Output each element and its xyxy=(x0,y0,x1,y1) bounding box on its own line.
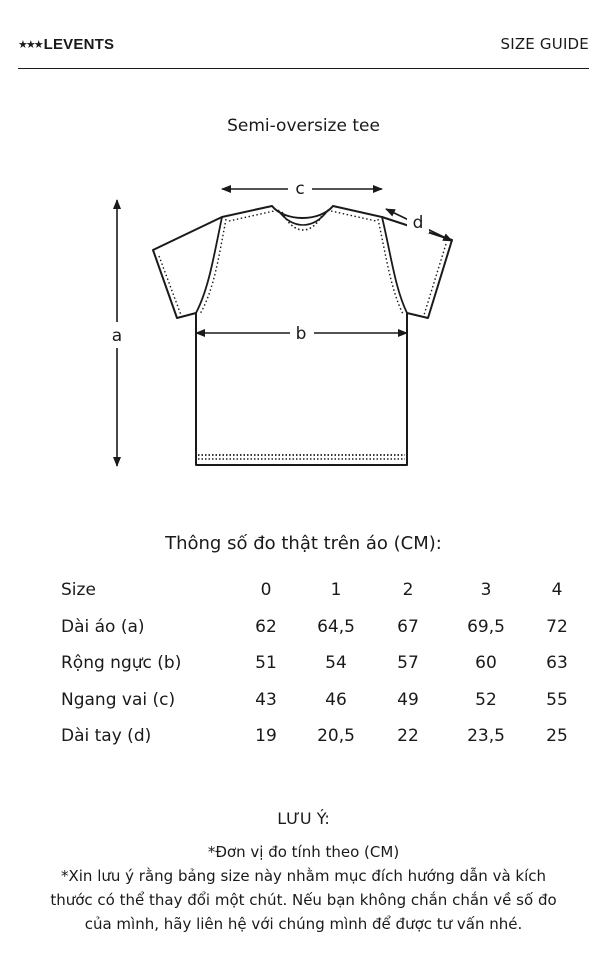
table-cell: 51 xyxy=(255,653,277,674)
note-text xyxy=(40,840,567,936)
table-cell: 67 xyxy=(397,616,419,637)
size-header: 3 xyxy=(480,580,492,601)
size-header: 1 xyxy=(330,580,342,601)
size-table xyxy=(52,572,579,755)
row-label: Dài tay (d) xyxy=(61,726,152,747)
page-title: SIZE GUIDE xyxy=(500,35,589,53)
size-header: 4 xyxy=(551,580,563,601)
dimension-d-label: d xyxy=(412,213,424,233)
note-line: của mình, hãy liên hệ với chúng mình để được tư vấn nhé. xyxy=(84,915,523,933)
row-label: Ngang vai (c) xyxy=(61,689,176,710)
table-cell: 54 xyxy=(325,653,347,674)
table-cell: 64,5 xyxy=(317,616,355,637)
left-armhole-seam xyxy=(196,217,222,313)
table-row xyxy=(52,609,579,646)
dimension-a-label: a xyxy=(111,326,123,346)
table-cell: 69,5 xyxy=(467,616,505,637)
row-label: Dài áo (a) xyxy=(61,616,145,637)
size-header: 0 xyxy=(260,580,272,601)
table-cell: 25 xyxy=(546,726,568,747)
logo-stars-icon: ★★★ xyxy=(18,38,42,51)
table-cell: 62 xyxy=(255,616,277,637)
table-cell: 52 xyxy=(475,689,497,710)
table-cell: 63 xyxy=(546,653,568,674)
table-header-row xyxy=(52,572,579,609)
logo-text: LEVENTS xyxy=(43,36,115,53)
product-name: Semi-oversize tee xyxy=(227,116,380,136)
header-size-label: Size xyxy=(61,580,96,601)
table-cell: 49 xyxy=(397,689,419,710)
table-cell: 22 xyxy=(397,726,419,747)
table-row xyxy=(52,718,579,755)
table-cell: 46 xyxy=(325,689,347,710)
table-cell: 72 xyxy=(546,616,568,637)
note-line: *Xin lưu ý rằng bảng size này nhằm mục đích hướng dẫn và kích xyxy=(60,867,547,885)
table-row xyxy=(52,645,579,682)
table-cell: 60 xyxy=(475,653,497,674)
note-line: *Đơn vị đo tính theo (CM) xyxy=(207,843,400,861)
row-label: Rộng ngực (b) xyxy=(61,653,182,674)
size-header: 2 xyxy=(402,580,414,601)
right-armhole-seam xyxy=(382,217,407,313)
table-cell: 43 xyxy=(255,689,277,710)
note-line: thước có thể thay đổi một chút. Nếu bạn không chắn chắn về số đo xyxy=(50,891,557,909)
table-cell: 19 xyxy=(255,726,277,747)
dimension-b-label: b xyxy=(295,324,307,344)
dimension-c-label: c xyxy=(295,179,305,199)
measurements-title: Thông số đo thật trên áo (CM): xyxy=(165,533,442,554)
note-title: LƯU Ý: xyxy=(277,809,330,828)
table-cell: 20,5 xyxy=(317,726,355,747)
table-cell: 55 xyxy=(546,689,568,710)
table-row xyxy=(52,682,579,719)
table-cell: 23,5 xyxy=(467,726,505,747)
table-cell: 57 xyxy=(397,653,419,674)
